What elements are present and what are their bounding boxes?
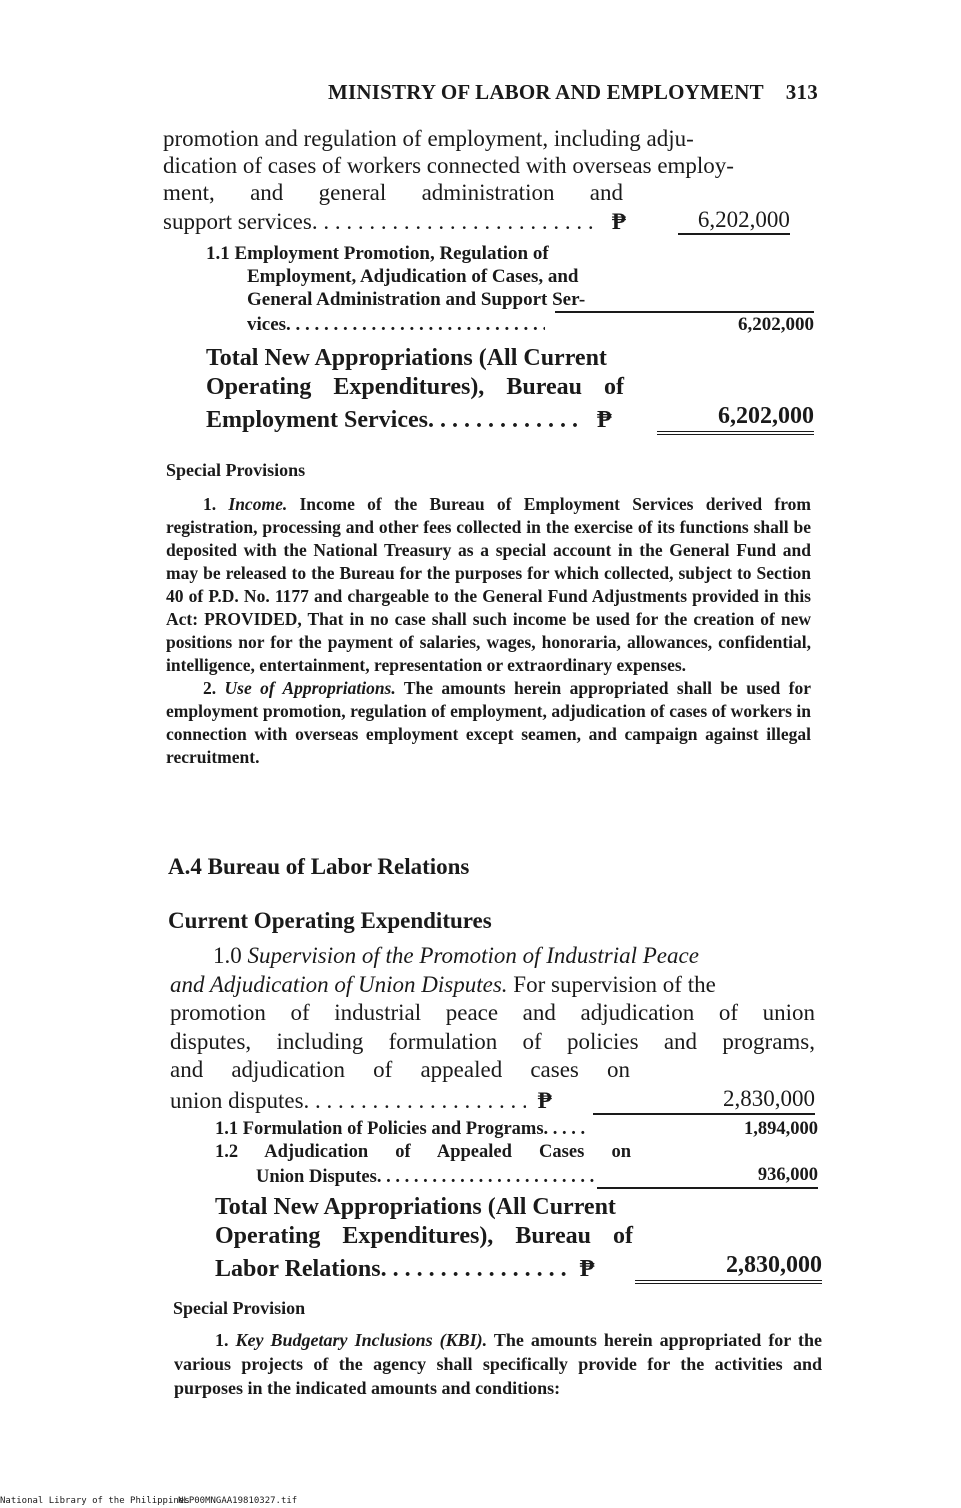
section2-items	[215, 1118, 818, 1189]
page-number: 313	[785, 80, 818, 104]
provision-number: 1.	[203, 494, 229, 514]
peso-sign: ₱	[537, 1087, 552, 1113]
intro-line: ment, and general administration and	[163, 180, 623, 205]
body-line: promotion of industrial peace and adjudication of union	[170, 1000, 815, 1025]
item-title-line	[170, 942, 815, 971]
union-label: union disputes	[170, 1087, 304, 1113]
total-line: Total New Appropriations (All Current	[215, 1194, 616, 1220]
total-line: Total New Appropriations (All Current	[206, 345, 607, 371]
item-number: 1.0	[213, 943, 248, 968]
union-disputes-line	[170, 1085, 815, 1116]
peso-sign: ₱	[579, 1256, 595, 1282]
header-title: MINISTRY OF LABOR AND EMPLOYMENT	[328, 80, 764, 104]
section1-intro	[163, 125, 813, 235]
item-1-1	[206, 242, 814, 336]
total-section1	[206, 344, 814, 435]
footer-source: National Library of the Philippines	[0, 1496, 190, 1506]
leader-dots	[544, 1118, 590, 1141]
body-line: and adjudication of appealed cases on	[170, 1057, 630, 1082]
item-title-line	[170, 971, 815, 1000]
provision-text: The amounts herein appropriated shall be used for employment promotion, regulation of employment, adjudication of cases of workers in connection with overseas employment except seamen, and campaign against illegal recruitment.	[166, 678, 811, 767]
item-line: 1.1 Employment Promotion, Regulation of	[206, 243, 549, 264]
provision-number: 2.	[203, 678, 225, 698]
intro-line: promotion and regulation of employment, including adju-	[163, 126, 694, 151]
item-label: Union Disputes	[256, 1167, 377, 1187]
support-services-line	[163, 206, 813, 235]
section2-body	[170, 942, 815, 1115]
provision-2	[166, 677, 811, 769]
provision-1	[174, 1328, 822, 1400]
leader-dots	[286, 313, 545, 336]
provision-title: Income.	[228, 494, 288, 514]
peso-sign: ₱	[611, 209, 626, 234]
footer-filename: NLP00MNGAA19810327.tif	[178, 1496, 298, 1506]
special-provisions-body	[166, 493, 811, 769]
page-header	[328, 80, 818, 105]
provision-number: 1.	[215, 1330, 236, 1350]
special-provisions-heading: Special Provisions	[166, 460, 306, 480]
leader-dots	[381, 1255, 568, 1284]
special-provision-heading: Special Provision	[173, 1298, 306, 1318]
section-subheading: Current Operating Expenditures	[168, 908, 492, 933]
total-line: Operating Expenditures), Bureau of	[215, 1223, 633, 1249]
total-label: Employment Services	[206, 407, 428, 433]
item-title: and Adjudication of Union Disputes.	[170, 971, 508, 997]
total-label: Labor Relations	[215, 1256, 381, 1282]
item-line: General Administration and Support Ser-	[247, 289, 586, 310]
special-provision-body	[174, 1328, 822, 1400]
provision-text: Income of the Bureau of Employment Services derived from registration, processing and other fees collected in the exercise of its functions shall be deposited with the National Treasury as a special account in the General Fund and may be released to the Bureau for the purposes for which collected, subject to Section 40 of P.D. No. 1177 and chargeable to the General Fund Adjustments provided in this Act: PROVIDED, That in no case shall such income be used for the creation of new positions nor for the payment of salaries, wages, honoraria, allowances, confidential, intelligence, entertainment, representation or extraordinary expenses.	[166, 494, 811, 675]
item-1-1-amount: 6,202,000	[555, 311, 814, 336]
total-line: Operating Expenditures), Bureau of	[206, 374, 624, 400]
total-last-line	[215, 1251, 822, 1284]
leader-dots	[377, 1166, 598, 1189]
provision-title: Use of Appropriations.	[224, 678, 396, 698]
peso-sign: ₱	[596, 407, 612, 433]
support-label: support services	[163, 209, 312, 234]
item-label: 1.1 Formulation of Policies and Programs	[215, 1119, 544, 1139]
provision-1	[166, 493, 811, 677]
leader-dots	[304, 1087, 526, 1116]
item-1-1-line	[215, 1118, 818, 1141]
item-1-2-line2	[215, 1164, 818, 1189]
provision-text: The amounts herein appropriated for the various projects of the agency shall specifically provide for the activities and purposes in the indicated amounts and conditions:	[174, 1330, 822, 1398]
item-text: For supervision of the	[507, 971, 716, 997]
support-amount: 6,202,000	[678, 206, 790, 235]
union-amount: 2,830,000	[593, 1085, 815, 1116]
leader-dots	[428, 406, 585, 435]
section-heading: A.4 Bureau of Labor Relations	[168, 854, 470, 879]
total-last-line	[206, 402, 814, 435]
item-amount: 936,000	[597, 1164, 818, 1189]
body-line: disputes, including formulation of policies and programs,	[170, 1028, 815, 1054]
provision-title: Key Budgetary Inclusions (KBI).	[235, 1330, 488, 1350]
item-line: Employment, Adjudication of Cases, and	[247, 266, 579, 287]
leader-dots	[312, 208, 600, 235]
total-section2	[215, 1193, 822, 1284]
item-label: vices	[247, 314, 287, 335]
item-1-1-last	[206, 311, 814, 336]
item-1-2-line1: 1.2 Adjudication of Appealed Cases on	[215, 1142, 631, 1162]
total-amount: 6,202,000	[657, 402, 814, 435]
item-title: Supervision of the Promotion of Industrial Peace	[247, 943, 699, 968]
item-amount: 1,894,000	[744, 1119, 818, 1139]
intro-line: dication of cases of workers connected with overseas employ-	[163, 153, 734, 178]
total-amount: 2,830,000	[635, 1251, 822, 1284]
